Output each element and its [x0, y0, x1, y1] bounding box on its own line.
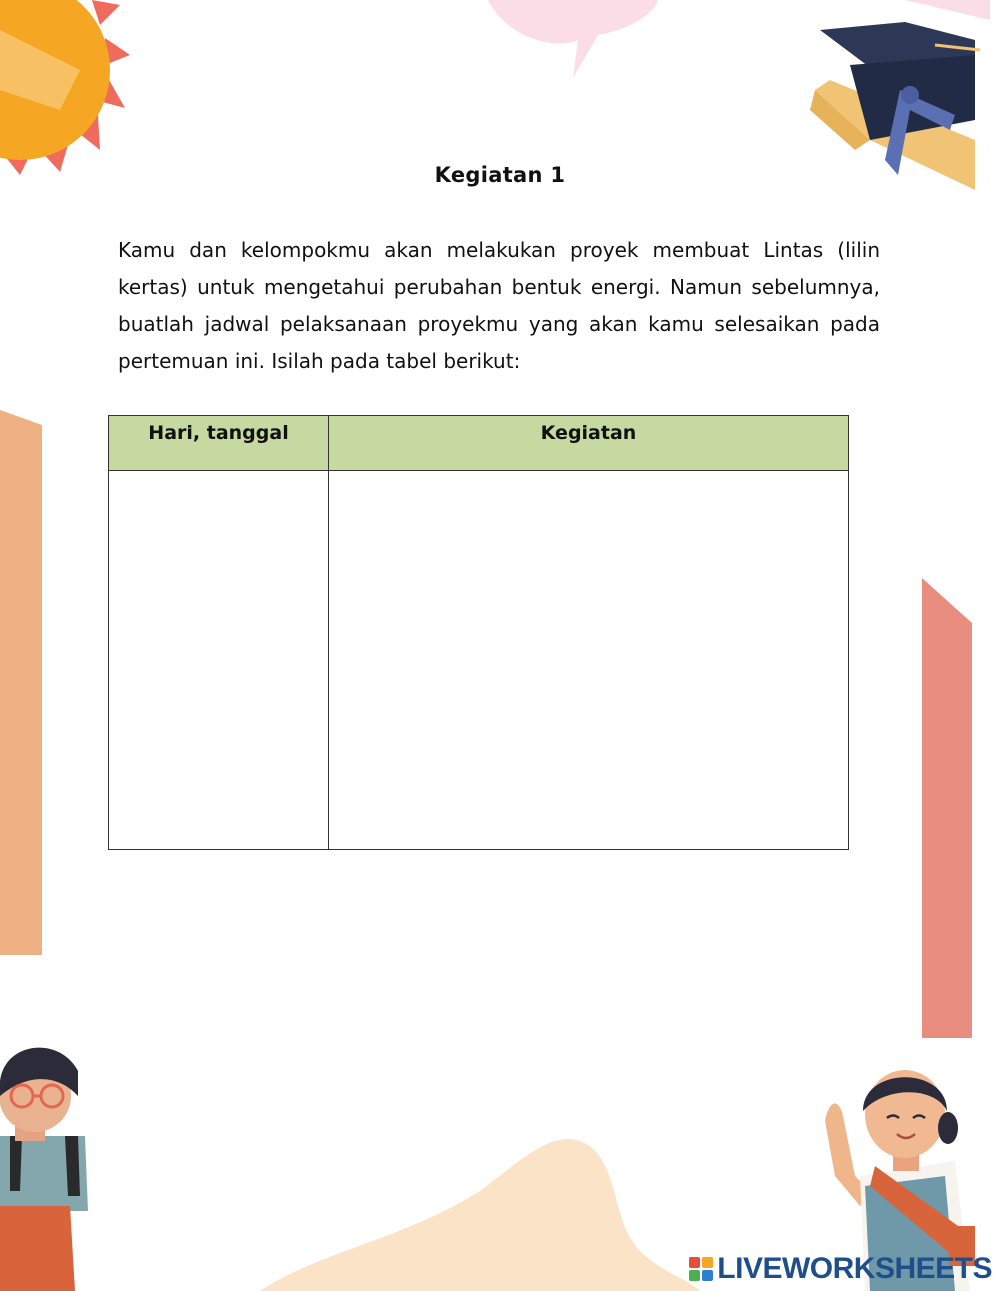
date-cell — [109, 471, 329, 850]
sun-icon — [0, 0, 130, 175]
brand-name: LIVEWORKSHEETS — [717, 1252, 992, 1285]
page-title: Kegiatan 1 — [434, 163, 566, 187]
pink-blob — [488, 0, 658, 80]
boy-student-icon — [0, 1041, 95, 1291]
activity-input[interactable] — [330, 470, 847, 846]
table-header-row — [109, 416, 849, 471]
column-header-date: Hari, tanggal — [109, 416, 329, 471]
logo-mark-icon — [689, 1257, 713, 1281]
peach-strip — [0, 410, 42, 955]
activity-cell — [329, 471, 849, 850]
column-header-activity: Kegiatan — [329, 416, 849, 471]
liveworksheets-logo — [689, 1251, 992, 1287]
table-row — [109, 471, 849, 850]
coral-strip — [922, 578, 972, 1038]
date-input[interactable] — [110, 470, 327, 846]
instruction-paragraph: Kamu dan kelompokmu akan melakukan proyek membuat Lintas (lilin kertas) untuk mengetahui perubahan bentuk energi. Namun sebelumnya, buatlah jadwal pelaksanaan proyekmu yang akan kamu selesaikan pada pertemuan ini. Isilah pada tabel berikut: — [118, 238, 880, 373]
schedule-table — [108, 415, 849, 850]
cream-blob — [260, 1131, 700, 1291]
